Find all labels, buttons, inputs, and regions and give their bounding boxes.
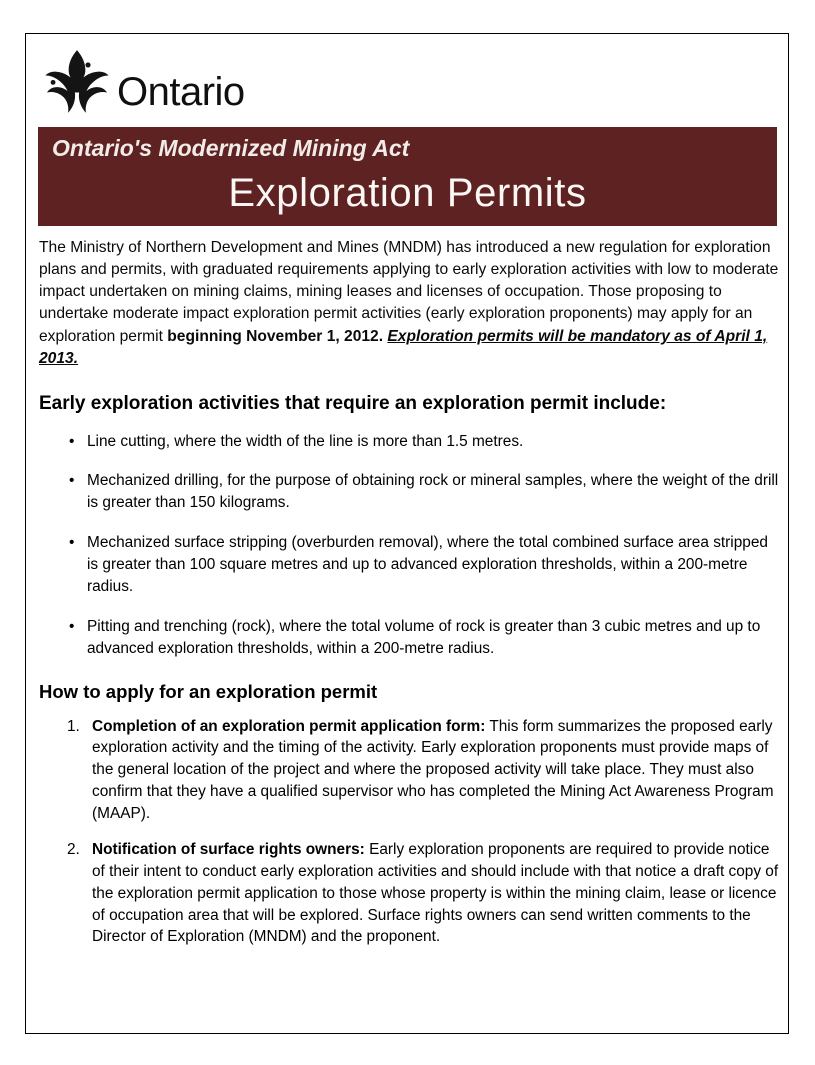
list-item-text: Line cutting, where the width of the line is more than 1.5 metres. <box>87 432 524 450</box>
bullet-icon: • <box>69 617 75 635</box>
list-item-text: Mechanized drilling, for the purpose of obtaining rock or mineral samples, where the weight of the drill is greater than 150 kilograms. <box>87 472 779 512</box>
ontario-wordmark: Ontario <box>117 70 245 114</box>
ontario-logo-band <box>39 42 459 124</box>
list-item <box>39 470 779 514</box>
intro-text-part1: The Ministry of Northern Development and Mines (MNDM) has introduced a new regulation for exploration plans and permits, with graduated requirements applying to early exploration activities with low to moderate impact undertaken on mining claims, mining leases and licenses of occupation. Those proposing to undertake moderate impact exploration permit activities (early exploration proponents) may apply for an exploration permit <box>39 239 779 345</box>
list-item-number: 1. <box>67 717 80 735</box>
banner-kicker: Ontario's Modernized Mining Act <box>52 135 410 161</box>
list-item <box>39 431 779 453</box>
intro-bold-date: beginning November 1, 2012. <box>167 327 384 345</box>
list-item <box>39 616 779 660</box>
document-body <box>39 237 779 948</box>
list-item <box>39 532 779 598</box>
intro-paragraph <box>39 237 779 370</box>
bullet-icon: • <box>69 472 75 490</box>
list-item-text: This form summarizes the proposed early exploration activity and the timing of the activity. Early exploration proponents must provide maps of the general location of the project and where the proposed activity will take place. They must also confirm that they have a qualified supervisor who has completed the Mining Act Awareness Program (MAAP). <box>92 717 774 823</box>
list-item-text: Early exploration proponents are required to provide notice of their intent to conduct early exploration activities and should include with that notice a draft copy of the exploration permit application to those whose property is within the mining claim, lease or licence of occupation area that will be explored. Surface rights owners can send written comments to the Director of Exploration (MNDM) and the proponent. <box>92 840 779 946</box>
apply-heading: How to apply for an exploration permit <box>39 680 378 702</box>
list-item-label: Notification of surface rights owners: <box>92 840 365 858</box>
bullet-icon: • <box>69 432 75 450</box>
page-title: Exploration Permits <box>228 171 587 215</box>
list-item-text: Pitting and trenching (rock), where the total volume of rock is greater than 3 cubic metres and up to advanced exploration thresholds, within a 200-metre radius. <box>87 617 761 657</box>
bullet-icon: • <box>69 534 75 552</box>
requirements-heading: Early exploration activities that require an exploration permit include: <box>39 392 667 414</box>
list-item-label: Completion of an exploration permit application form: <box>92 717 486 735</box>
title-banner <box>38 127 777 226</box>
ontario-trillium-logo <box>39 44 115 120</box>
requirements-list <box>39 431 779 660</box>
apply-steps-list <box>39 716 779 949</box>
document-page-frame <box>25 33 789 1034</box>
list-item-text: Mechanized surface stripping (overburden removal), where the total combined surface area stripped is greater than 100 square metres and up to advanced exploration thresholds, within a 200-metre radius. <box>87 534 768 595</box>
list-item <box>39 716 779 825</box>
list-item <box>39 839 779 948</box>
intro-mandatory-notice: Exploration permits will be mandatory as of April 1, 2013. <box>39 327 768 367</box>
list-item-number: 2. <box>67 840 80 858</box>
